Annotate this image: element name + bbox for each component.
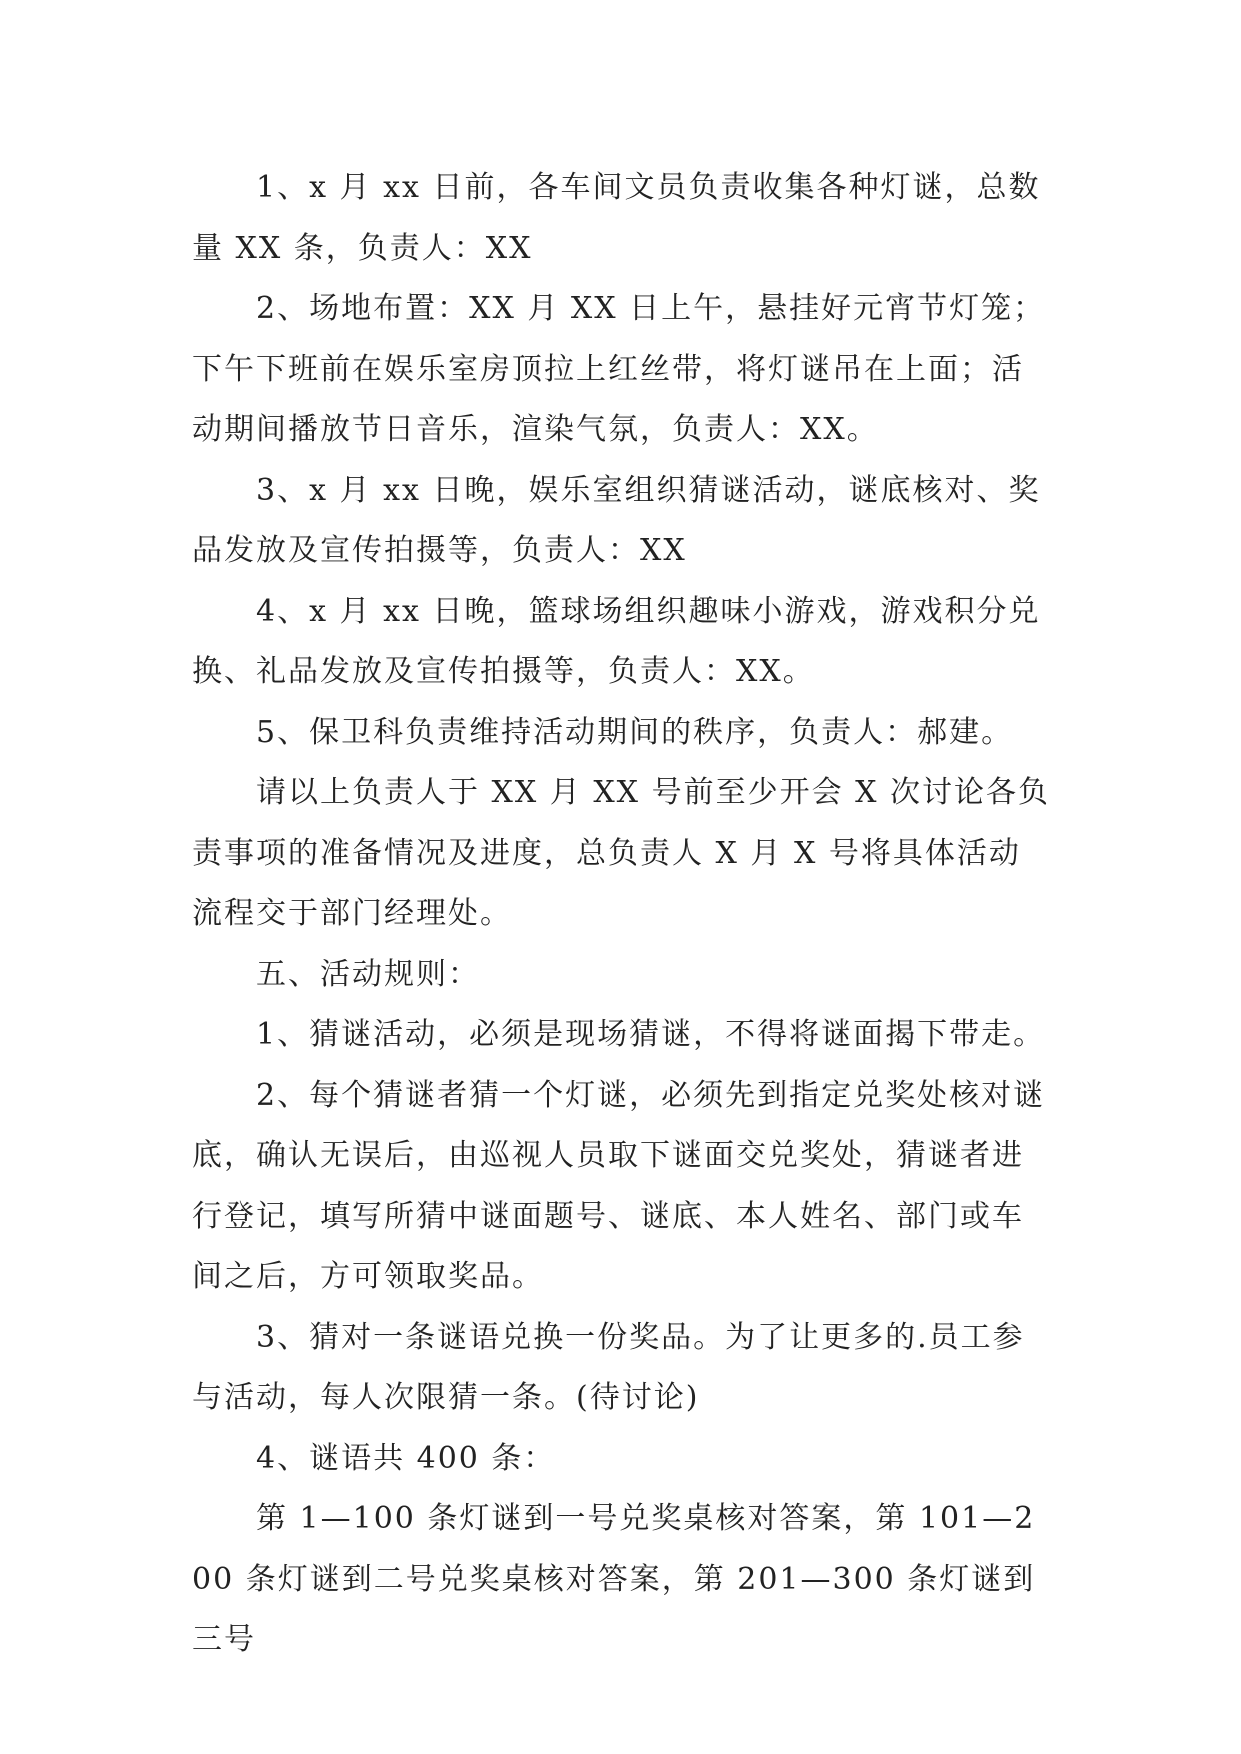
rule-item-1: 1、猜谜活动，必须是现场猜谜，不得将谜面揭下带走。 — [256, 1017, 1046, 1052]
rule-item-3: 3、猜对一条谜语兑换一份奖品。为了让更多的.员工参与活动，每人次限猜一条。(待讨论) — [192, 1319, 1025, 1415]
paragraph-meeting-notice: 请以上负责人于 XX 月 XX 号前至少开会 X 次讨论各负责事项的准备情况及进度，总负责人 X 月 X 号将具体活动流程交于部门经理处。 — [192, 775, 1051, 931]
document-body — [192, 158, 1052, 1671]
paragraph-item-5: 5、保卫科负责维持活动期间的秩序，负责人：郝建。 — [256, 714, 1014, 750]
section-heading-rules: 五、活动规则： — [256, 956, 480, 992]
paragraph-item-2: 2、场地布置：XX 月 XX 日上午，悬挂好元宵节灯笼；下午下班前在娱乐室房顶拉上红丝带，将灯谜吊在上面；活动期间播放节日音乐，渲染气氛，负责人：XX。 — [192, 291, 1046, 447]
rule-item-4: 4、谜语共 400 条： — [256, 1440, 556, 1476]
paragraph-item-3: 3、x 月 xx 日晚，娱乐室组织猜谜活动，谜底核对、奖品发放及宣传拍摄等，负责人：XX — [192, 472, 1041, 568]
paragraph-item-1: 1、x 月 xx 日前，各车间文员负责收集各种灯谜，总数量 XX 条，负责人：XX — [192, 170, 1041, 266]
rule-item-2: 2、每个猜谜者猜一个灯谜，必须先到指定兑奖处核对谜底，确认无误后，由巡视人员取下谜面交兑奖处，猜谜者进行登记，填写所猜中谜面题号、谜底、本人姓名、部门或车间之后，方可领取奖品。 — [192, 1077, 1046, 1294]
rule-item-4-detail: 第 1—100 条灯谜到一号兑奖桌核对答案，第 101—200 条灯谜到二号兑奖桌核对答案，第 201—300 条灯谜到三号 — [192, 1501, 1036, 1657]
paragraph-item-4: 4、x 月 xx 日晚，篮球场组织趣味小游戏，游戏积分兑换、礼品发放及宣传拍摄等，负责人：XX。 — [192, 593, 1041, 689]
